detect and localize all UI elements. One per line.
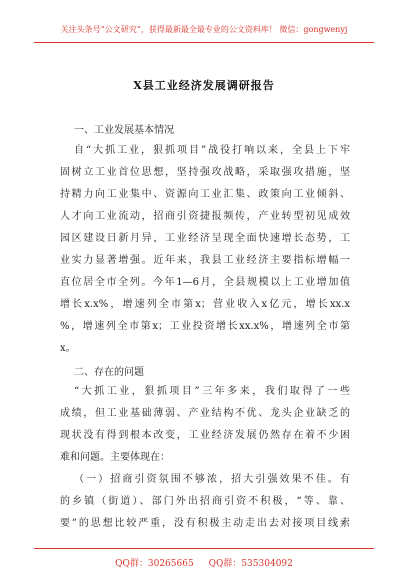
paragraph-line: 人才向工业流动，招商引资捷报频传，产业转型初见成效 (60, 211, 350, 222)
paragraph-line: 现状没有得到根本改变，工业经济发展仍然存在着不少困 (60, 430, 350, 441)
paragraph-line: 直位居全市全列。今年1—6月，全县规模以上工业增加值 (60, 277, 350, 288)
document-title: X县工业经济发展调研报告 (133, 79, 275, 92)
paragraph-line: （一）招商引资氛围不够浓，招大引强效果不佳。有 (74, 474, 350, 485)
paragraph-line: 成绩，但工业基础薄弱、产业结构不优、龙头企业缺乏的 (60, 408, 350, 419)
paragraph-line: 的乡镇（街道）、部门外出招商引资不积极，“等、靠、 (60, 496, 350, 507)
paragraph-line: 固树立工业首位思想，坚持强攻战略，采取强攻措施，坚 (60, 167, 350, 178)
paragraph-line: %，增速列全市第x；工业投资增长xx.x%，增速列全市第 (60, 321, 350, 332)
footer-qq-group-2: QQ群：535304092 (208, 559, 293, 569)
paragraph-line: 园区建设日新月异，工业经济呈现全面快速增长态势，工 (60, 233, 350, 244)
paragraph-line: x。 (60, 343, 76, 354)
footer-divider (34, 548, 374, 549)
paragraph-line: 增长x.x%，增速列全市第x；营业收入x亿元，增长xx.x (60, 299, 350, 310)
header-divider (34, 42, 374, 43)
paragraph-line: 要”的思想比较严重，没有积极主动走出去对接项目线索 (60, 518, 350, 529)
section-heading-2: 二、存在的问题 (74, 367, 144, 378)
paragraph-line: “大抓工业，狠抓项目”三年多来，我们取得了一些 (74, 386, 350, 397)
section-heading-1: 一、工业发展基本情况 (74, 125, 174, 136)
footer-contact (0, 556, 408, 569)
footer-qq-group-1: QQ群：30265665 (115, 559, 194, 569)
paragraph-line: 难和问题。主要体现在： (60, 452, 170, 463)
paragraph-line: 自“大抓工业，狠抓项目”战役打响以来，全县上下牢 (74, 145, 350, 156)
paragraph-line: 业实力显著增强。近年来，我县工业经济主要指标增幅一 (60, 255, 350, 266)
header-note: 关注头条号“公文研究”，获得最新最全最专业的公文资料库！ 微信：gongwenyj (60, 25, 348, 34)
paragraph-line: 持精力向工业集中、资源向工业汇集、政策向工业倾斜、 (60, 189, 350, 200)
